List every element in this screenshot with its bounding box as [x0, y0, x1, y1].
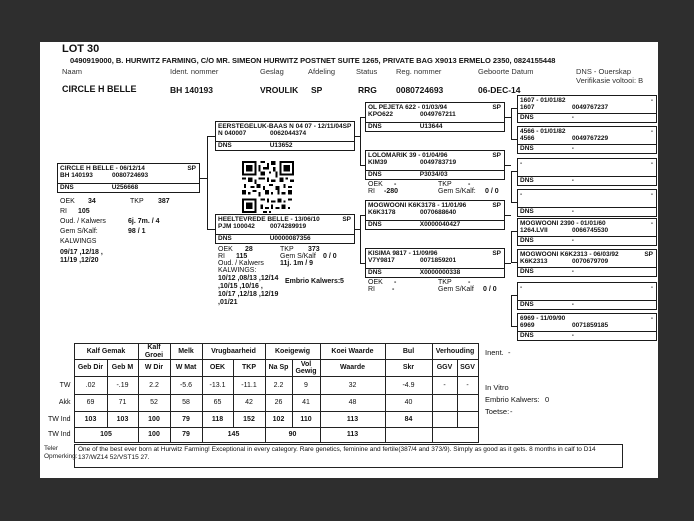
- reg-number: 0062044374: [270, 130, 307, 137]
- col-tkp: TKP: [233, 360, 265, 377]
- cell: 145: [202, 428, 265, 443]
- ident-number: PJM 100042: [218, 223, 255, 230]
- dns-number: -: [571, 268, 574, 275]
- row-label: [46, 360, 74, 377]
- table-row-tw-ind-combined: [46, 428, 478, 443]
- row-label-akk: Akk: [58, 399, 71, 407]
- cell: 100: [138, 428, 170, 443]
- line: [505, 263, 511, 264]
- afdeling-flag: SP: [492, 250, 501, 257]
- row-label-tw: TW: [59, 381, 71, 389]
- ri-label: RI: [368, 286, 375, 293]
- animal-name-date: EERSTEGELUK-BAAS N 04 07 - 12/11/04: [218, 123, 343, 130]
- field-label-geslag: Geslag: [260, 67, 284, 76]
- cell: 90: [265, 428, 320, 443]
- field-label-ident: Ident. nommer: [170, 67, 219, 76]
- embrio-kalwers-value: 5: [340, 278, 344, 285]
- breeder-remark: One of the best ever born at Hurwitz Farming! Exceptional in every category. Rare genetics, feminine and fertile(387/4 and 373/9). Simply as good as it gets. 8 months in calf to D14 137/WZ14 52/VST15 27.: [74, 444, 623, 468]
- table-group-header-row: [46, 344, 478, 360]
- afdeling-flag: SP: [492, 104, 501, 111]
- cell: 110: [292, 412, 320, 428]
- cell: 103: [107, 412, 138, 428]
- pedigree-box-grandsire-maternal: [365, 200, 505, 230]
- pedigree-box-ggparent-7: [517, 282, 657, 310]
- cell: 32: [320, 377, 385, 395]
- col-oek: OEK: [202, 360, 233, 377]
- ri-value: 105: [78, 208, 90, 215]
- col-ggv: GGV: [432, 360, 457, 377]
- dns-number: U256668: [111, 184, 139, 191]
- ident-number: BH 140193: [60, 172, 93, 179]
- afdeling-flag: -: [650, 128, 653, 135]
- reg-number: 0070688640: [420, 209, 457, 216]
- dns-ouerskap-label: DNS - Ouerskap: [576, 67, 632, 76]
- pedigree-box-subject: [57, 163, 200, 193]
- gem-skalf-label: Gem S/Kalf:: [438, 188, 476, 195]
- cell: 42: [233, 395, 265, 412]
- col-geb-dir: Geb Dir: [74, 360, 107, 377]
- animal-name-date: CIRCLE H BELLE - 06/12/14: [60, 165, 145, 172]
- line: [207, 136, 208, 229]
- gem-skalf-value: 98 / 1: [128, 228, 146, 235]
- table-subheader-row: [46, 360, 478, 377]
- pedigree-box-ggparent-3: [517, 158, 657, 186]
- col-sgv: SGV: [457, 360, 478, 377]
- dns-label: DNS: [368, 269, 382, 276]
- ri-value: -280: [384, 188, 399, 195]
- cell: 79: [170, 428, 202, 443]
- animal-birth-date: 06-DEC-14: [478, 85, 521, 95]
- dns-label: DNS: [368, 171, 382, 178]
- dns-number: U0000087356: [269, 235, 311, 242]
- afdeling-flag: SP: [644, 251, 653, 258]
- kalwings-dates: ,10/15 ,10/16 ,: [218, 283, 263, 290]
- tkp-label: TKP: [438, 279, 452, 286]
- col-geb-m: Geb M: [107, 360, 138, 377]
- ident-number: 1607: [520, 104, 535, 111]
- afdeling-flag: -: [650, 160, 653, 167]
- table-row-tw-ind: [46, 412, 478, 428]
- pedigree-box-ggparent-5: [517, 218, 657, 246]
- pedigree-box-sire: [215, 121, 355, 151]
- kalwings-dates: 09/17 ,12/18 ,: [60, 249, 103, 256]
- reg-number: 0071859185: [572, 322, 609, 329]
- animal-status: RRG: [358, 85, 377, 95]
- dns-label: DNS: [218, 235, 232, 242]
- col-skr: Skr: [385, 360, 432, 377]
- reg-number: 0080724693: [112, 172, 149, 179]
- animal-name-date: -: [520, 191, 523, 198]
- oek-value: -: [394, 181, 397, 188]
- dns-number: X0000000338: [419, 269, 461, 276]
- pedigree-box-grandsire-paternal: [365, 102, 505, 132]
- line: [207, 136, 215, 137]
- cell: 65: [202, 395, 233, 412]
- col-w-dir: W Dir: [138, 360, 170, 377]
- afdeling-flag: SP: [342, 216, 351, 223]
- toetse-label: Toetse:: [485, 407, 510, 416]
- cell: 118: [202, 412, 233, 428]
- age-calves-label: Oud. / Kalwers: [60, 218, 106, 225]
- row-label-tw-ind: TW Ind: [47, 431, 71, 439]
- cell: [457, 395, 478, 412]
- ident-number: KPO622: [368, 111, 393, 118]
- cell: 152: [233, 412, 265, 428]
- age-calves-value: 6j. 7m. / 4: [128, 218, 160, 225]
- dns-label: DNS: [520, 145, 534, 152]
- dns-number: X0000040427: [419, 221, 461, 228]
- animal-name-date: 1607 - 01/01/82: [520, 97, 566, 104]
- oek-value: 28: [245, 246, 253, 253]
- kalwings-label: KALWINGS:: [218, 267, 257, 274]
- gem-skalf-value: 0 / 0: [485, 188, 499, 195]
- animal-name-date: -: [520, 284, 523, 291]
- qr-code: [242, 161, 294, 213]
- cell: 113: [320, 428, 385, 443]
- afdeling-flag: -: [650, 97, 653, 104]
- dns-label: DNS: [520, 268, 534, 275]
- cell: 79: [170, 412, 202, 428]
- tkp-value: 387: [158, 198, 170, 205]
- ri-label: RI: [60, 208, 67, 215]
- pedigree-box-ggparent-1: [517, 95, 657, 123]
- ident-number: K6K3178: [368, 209, 396, 216]
- cell: 58: [170, 395, 202, 412]
- cell: -: [432, 377, 457, 395]
- kalwings-label: KALWINGS: [60, 238, 97, 245]
- col-group-kalf-gemak: Kalf Gemak: [74, 344, 138, 360]
- field-label-geboorte: Geboorte Datum: [478, 67, 534, 76]
- ident-number: 1264.LVII: [520, 227, 548, 234]
- cell: 26: [265, 395, 292, 412]
- kalwings-dates: ,01/21: [218, 299, 238, 306]
- dns-number: -: [571, 114, 574, 121]
- reg-number: 0049783719: [420, 159, 457, 166]
- animal-name-date: KISIMA 9817 - 11/09/96: [368, 250, 438, 257]
- cell: 2.2: [138, 377, 170, 395]
- field-label-reg: Reg. nommer: [396, 67, 442, 76]
- afdeling-flag: -: [650, 191, 653, 198]
- tkp-label: TKP: [130, 198, 144, 205]
- col-group-vrugbaarheid: Vrugbaarheid: [202, 344, 265, 360]
- animal-name-date: MOGWOONI K6K3178 - 11/01/96: [368, 202, 467, 209]
- dns-label: DNS: [520, 208, 534, 215]
- cell: 2.2: [265, 377, 292, 395]
- dns-number: U13652: [269, 142, 293, 149]
- animal-name-date: MOGWOONI 2390 - 01/01/60: [520, 220, 606, 227]
- cell: 40: [385, 395, 432, 412]
- ident-number: K6K2313: [520, 258, 548, 265]
- reg-number: 0066745530: [572, 227, 609, 234]
- tkp-value: 373: [308, 246, 320, 253]
- reg-number: 0070679709: [572, 258, 609, 265]
- animal-name-date: 4566 - 01/01/82: [520, 128, 566, 135]
- oek-label: OEK: [368, 181, 383, 188]
- col-waarde: Waarde: [320, 360, 385, 377]
- cell: 52: [138, 395, 170, 412]
- ident-number: N 040007: [218, 130, 247, 137]
- gem-skalf-label: Gem S/Kalf: [280, 253, 316, 260]
- col-group-verhouding: Verhouding: [432, 344, 478, 360]
- cell: 69: [74, 395, 107, 412]
- ri-value: -: [392, 286, 395, 293]
- line: [505, 165, 511, 166]
- cell: 84: [385, 412, 432, 428]
- ident-number: V7Y9817: [368, 257, 395, 264]
- cell: 113: [320, 412, 385, 428]
- col-vol-gewig: Vol Gewig: [292, 360, 320, 377]
- dns-label: DNS: [520, 237, 534, 244]
- gem-skalf-value: 0 / 0: [483, 286, 497, 293]
- pedigree-box-ggparent-8: [517, 313, 657, 341]
- dns-label: DNS: [368, 123, 382, 130]
- cell: -11.1: [233, 377, 265, 395]
- cell: 103: [74, 412, 107, 428]
- animal-name: CIRCLE H BELLE: [62, 84, 137, 94]
- animal-name-date: HEELTEVREDE BELLE - 13/06/10: [218, 216, 320, 223]
- lot-number: LOT 30: [62, 43, 100, 55]
- row-label: [46, 344, 74, 360]
- cell: -: [457, 377, 478, 395]
- reg-number: 0074289919: [270, 223, 307, 230]
- inent-label: Inent.: [485, 348, 504, 357]
- dns-label: DNS: [520, 114, 534, 121]
- cell: [457, 412, 478, 428]
- toetse-value: -: [510, 407, 513, 416]
- dns-label: DNS: [60, 184, 74, 191]
- inent-value: -: [508, 348, 511, 357]
- dns-number: -: [571, 237, 574, 244]
- dns-label: DNS: [218, 142, 232, 149]
- oek-value: -: [394, 279, 397, 286]
- kalwings-dates: 10/12 ,08/13 ,12/14: [218, 275, 279, 282]
- animal-name-date: LOLOMARIK 39 - 01/04/96: [368, 152, 448, 159]
- reg-number: 0049767211: [420, 111, 456, 118]
- dns-number: -: [571, 208, 574, 215]
- col-group-melk: Melk: [170, 344, 202, 360]
- oek-value: 34: [88, 198, 96, 205]
- embrio-kalwers-label: Embrio Kalwers:: [485, 395, 540, 404]
- animal-name-date: MOGWOONI K6K2313 - 06/03/92: [520, 251, 619, 258]
- oek-label: OEK: [218, 246, 233, 253]
- ri-label: RI: [368, 188, 375, 195]
- tkp-label: TKP: [280, 246, 294, 253]
- col-group-koeigewig: Koeigewig: [265, 344, 320, 360]
- cell: 100: [138, 412, 170, 428]
- age-calves-value: 11j. 1m / 9: [280, 260, 314, 267]
- line: [511, 108, 512, 139]
- pedigree-document-page: [40, 42, 658, 478]
- animal-geslag: VROULIK: [260, 85, 299, 95]
- cell: [385, 428, 432, 443]
- ident-number: KIM39: [368, 159, 388, 166]
- afdeling-flag: -: [650, 284, 653, 291]
- afdeling-flag: -: [650, 315, 653, 322]
- dns-label: DNS: [520, 177, 534, 184]
- dns-label: DNS: [368, 221, 382, 228]
- line: [360, 117, 361, 166]
- ri-label: RI: [218, 253, 225, 260]
- embrio-kalwers-label: Embrio Kalwers:: [285, 278, 341, 285]
- pedigree-box-ggparent-2: [517, 126, 657, 154]
- col-group-koei-waarde: Koei Waarde: [320, 344, 385, 360]
- tkp-value: -: [468, 279, 471, 286]
- line: [207, 229, 215, 230]
- field-label-afdeling: Afdeling: [308, 67, 336, 76]
- dns-number: P3034/03: [419, 171, 448, 178]
- breeder-remark-label: Teler Opmerking:: [44, 445, 78, 461]
- pedigree-box-ggparent-4: [517, 189, 657, 217]
- animal-ident: BH 140193: [170, 85, 214, 95]
- dns-number: -: [571, 301, 574, 308]
- age-calves-label: Oud. / Kalwers: [218, 260, 264, 267]
- ri-value: 115: [236, 253, 248, 260]
- afdeling-flag: SP: [492, 152, 501, 159]
- animal-reg-number: 0080724693: [396, 85, 444, 95]
- dns-verification-status: Verifikasie voltooi: B: [576, 76, 644, 85]
- reg-number: 0049767237: [572, 104, 609, 111]
- dns-number: -: [571, 177, 574, 184]
- cell: -13.1: [202, 377, 233, 395]
- gem-skalf-value: 0 / 0: [323, 253, 337, 260]
- afdeling-flag: -: [650, 220, 653, 227]
- dns-number: U13644: [419, 123, 443, 130]
- gem-skalf-label: Gem S/Kalf: [438, 286, 474, 293]
- pedigree-box-granddam-maternal: [365, 248, 505, 278]
- cell: [432, 428, 478, 443]
- cell: 48: [320, 395, 385, 412]
- oek-label: OEK: [60, 198, 75, 205]
- cell: -4.9: [385, 377, 432, 395]
- afdeling-flag: SP: [187, 165, 196, 172]
- row-label-tw-ind: TW Ind: [47, 415, 71, 423]
- cell: -.19: [107, 377, 138, 395]
- cell: .02: [74, 377, 107, 395]
- dns-label: DNS: [520, 301, 534, 308]
- col-group-kalf-groei: Kalf Groei: [138, 344, 170, 360]
- col-na-sp: Na Sp: [265, 360, 292, 377]
- kalwings-dates: 10/17 ,12/18 ,12/19: [218, 291, 279, 298]
- line: [511, 295, 512, 326]
- cell: 102: [265, 412, 292, 428]
- ident-number: 4566: [520, 135, 535, 142]
- tkp-value: -: [468, 181, 471, 188]
- table-row-akk: [46, 395, 478, 412]
- breeding-values-table: [46, 343, 479, 443]
- in-vitro-label: In Vitro: [485, 383, 509, 392]
- reg-number: 0071859201: [420, 257, 457, 264]
- line: [200, 178, 207, 179]
- owner-line: 0490919000, B. HURWITZ FARMING, C/O MR. SIMEON HURWITZ POSTNET SUITE 1265, PRIVATE BAG X9013 ERMELO 2350, 0824155448: [70, 56, 556, 65]
- dns-number: -: [571, 332, 574, 339]
- animal-name-date: 6969 - 11/09/90: [520, 315, 566, 322]
- pedigree-box-granddam-paternal: [365, 150, 505, 180]
- gem-skalf-label: Gem S/Kalf:: [60, 228, 98, 235]
- afdeling-flag: SP: [342, 123, 352, 130]
- animal-name-date: OL PEJETA 622 - 01/03/94: [368, 104, 448, 111]
- oek-label: OEK: [368, 279, 383, 286]
- animal-name-date: -: [520, 160, 523, 167]
- ident-number: 6969: [520, 322, 535, 329]
- cell: 9: [292, 377, 320, 395]
- afdeling-flag: SP: [492, 202, 501, 209]
- line: [505, 215, 511, 216]
- kalwings-dates: 11/19 ,12/20: [60, 257, 99, 264]
- field-label-status: Status: [356, 67, 378, 76]
- pedigree-box-dam: [215, 214, 355, 244]
- pedigree-box-ggparent-6: [517, 249, 657, 277]
- line: [511, 171, 512, 202]
- col-group-bul: Bul: [385, 344, 432, 360]
- col-w-mat: W Mat: [170, 360, 202, 377]
- cell: 105: [74, 428, 138, 443]
- cell: 71: [107, 395, 138, 412]
- dns-number: -: [571, 145, 574, 152]
- tkp-label: TKP: [438, 181, 452, 188]
- reg-number: 0049767229: [572, 135, 609, 142]
- field-label-naam: Naam: [62, 67, 83, 76]
- cell: -5.6: [170, 377, 202, 395]
- cell: 41: [292, 395, 320, 412]
- cell: [432, 412, 457, 428]
- line: [511, 231, 512, 262]
- cell: [432, 395, 457, 412]
- line: [360, 215, 361, 264]
- table-row-tw: [46, 377, 478, 395]
- dns-label: DNS: [520, 332, 534, 339]
- embrio-kalwers-value: 0: [545, 395, 550, 404]
- animal-afdeling: SP: [311, 85, 323, 95]
